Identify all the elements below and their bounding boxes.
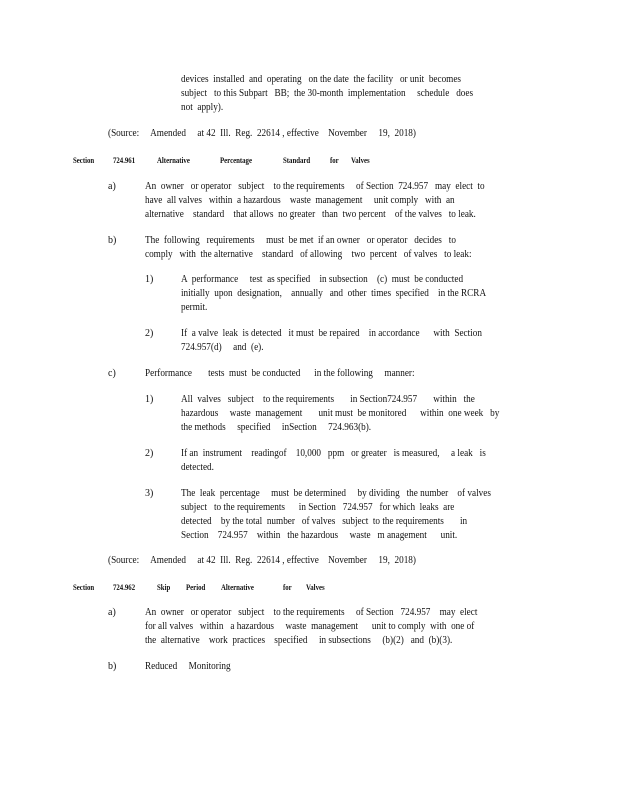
text-line: have all valves within a hazardous waste management unit comply with an [145,195,455,206]
paragraph-label: 1) [145,274,154,285]
section-number: 724.962 [113,583,136,592]
text-line: not apply). [181,102,224,113]
text-line: Reduced Monitoring [145,661,231,672]
section-title-word: Standard [283,156,311,165]
subsection-label: c) [108,368,116,379]
section-title-word: Skip [157,583,171,592]
text-line: devices installed and operating on the date the facility or unit becomes [181,74,462,85]
section-title-word: Period [186,583,206,592]
text-line: 724.957(d) and (e). [181,342,264,353]
subsection-label: a) [108,181,116,192]
section-title-word: Percentage [220,156,252,165]
text-line: A performance test as specified in subsection (c) must be conducted [181,274,464,285]
text-line: Section 724.957 within the hazardous waste m anagement unit. [181,530,458,541]
text-line: initially upon designation, annually and other times specified in the RCRA [181,288,487,299]
paragraph-label: 2) [145,328,154,339]
text-line: Performance tests must be conducted in the following manner: [145,368,415,379]
section-number: 724.961 [113,156,136,165]
text-line: the methods specified inSection 724.963(b). [181,422,372,433]
text-line: If a valve leak is detected it must be repaired in accordance with Section [181,328,482,339]
section-title-word: Valves [306,583,325,592]
text-line: for all valves within a hazardous waste management unit to comply with one of [145,621,475,632]
subsection-label: b) [108,661,117,672]
text-line: comply with the alternative standard of allowing two percent of valves to leak: [145,249,472,260]
text-line: hazardous waste management unit must be monitored within one week by [181,408,500,419]
text-line: the alternative work practices specified in subsections (b)(2) and (b)(3). [145,635,453,646]
subsection-label: b) [108,235,117,246]
text-line: The leak percentage must be determined by dividing the number of valves [181,488,491,499]
source-note: (Source: Amended at 42 Ill. Reg. 22614 , effective November 19, 2018) [108,128,416,139]
text-line: subject to this Subpart BB; the 30-month implementation schedule does [181,88,474,99]
text-line: detected by the total number of valves subject to the requirements in [181,516,468,527]
text-line: If an instrument readingof 10,000 ppm or greater is measured, a leak is [181,448,486,459]
text-line: An owner or operator subject to the requirements of Section 724.957 may elect [145,607,478,618]
section-title-word: Alternative [157,156,190,165]
text-line: An owner or operator subject to the requirements of Section 724.957 may elect to [145,181,485,192]
section-title-word: Valves [351,156,370,165]
paragraph-label: 3) [145,488,154,499]
text-line: alternative standard that allows no greater than two percent of the valves to leak. [145,209,476,220]
paragraph-label: 2) [145,448,154,459]
text-line: permit. [181,302,208,313]
text-line: The following requirements must be met if an owner or operator decides to [145,235,456,246]
source-note: (Source: Amended at 42 Ill. Reg. 22614 , effective November 19, 2018) [108,555,416,566]
section-title-word: for [330,156,339,165]
subsection-label: a) [108,607,116,618]
section-word: Section [73,583,95,592]
section-word: Section [73,156,95,165]
section-title-word: Alternative [221,583,254,592]
paragraph-label: 1) [145,394,154,405]
text-line: All valves subject to the requirements in Section724.957 within the [181,394,475,405]
text-line: subject to the requirements in Section 724.957 for which leaks are [181,502,455,513]
section-title-word: for [283,583,292,592]
text-line: detected. [181,462,214,473]
